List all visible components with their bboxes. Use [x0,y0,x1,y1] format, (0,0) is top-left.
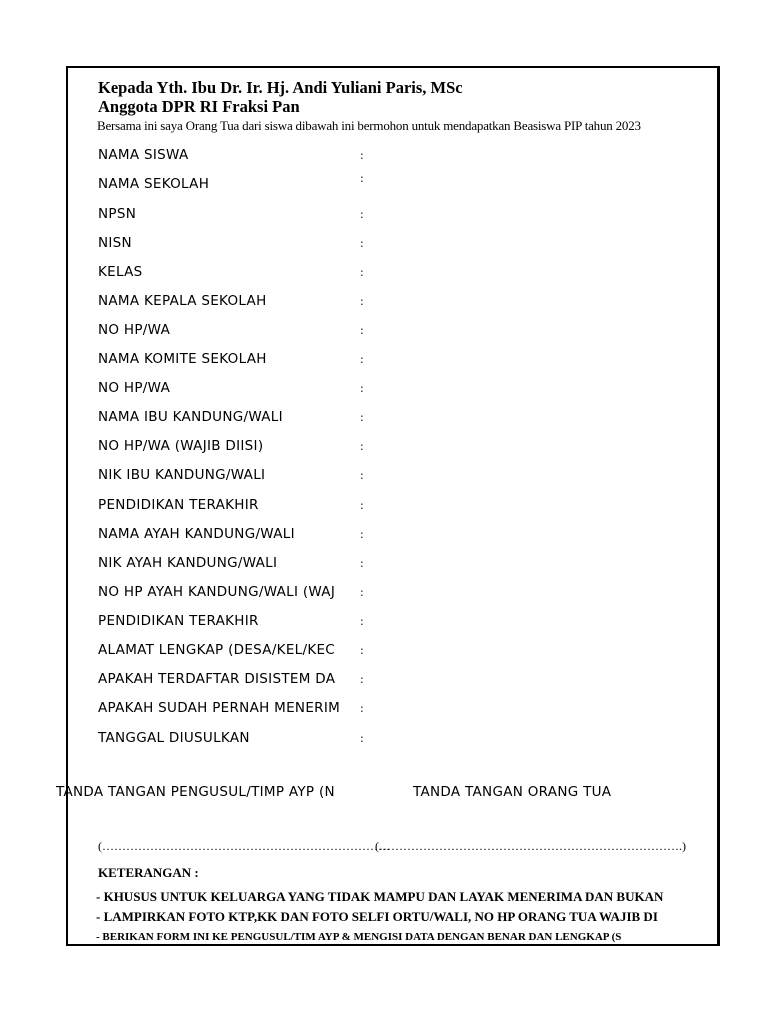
field-colon: : [360,411,364,424]
signature-line-pengusul: (……………………………………………………………… [98,839,390,853]
field-colon: : [360,172,364,185]
field-colon: : [360,237,364,250]
field-label-nama-ayah: NAMA AYAH KANDUNG/WALI [98,526,295,542]
field-label-nama-komite-sekolah: NAMA KOMITE SEKOLAH [98,351,267,367]
field-colon: : [360,673,364,686]
field-colon: : [360,353,364,366]
note-item: - BERIKAN FORM INI KE PENGUSUL/TIM AYP & MENGISI DATA DENGAN BENAR DAN LENGKAP (S [96,931,622,943]
field-label-nama-sekolah: NAMA SEKOLAH [98,176,210,192]
field-colon: : [360,528,364,541]
field-colon: : [360,499,364,512]
field-label-nama-kepala-sekolah: NAMA KEPALA SEKOLAH [98,293,267,309]
field-colon: : [360,295,364,308]
signature-label-pengusul: TANDA TANGAN PENGUSUL/TIMP AYP (N [56,784,335,800]
signature-line-orang-tua: (………………………………………………………………….) [375,839,686,853]
field-colon: : [360,557,364,570]
field-label-pernah-menerima: APAKAH SUDAH PERNAH MENERIM [98,700,341,716]
intro-text: Bersama ini saya Orang Tua dari siswa dibawah ini bermohon untuk mendapatkan Beasiswa PIP tahun 2023 [97,118,641,133]
field-colon: : [360,382,364,395]
field-label-pendidikan-ibu: PENDIDIKAN TERAKHIR [98,497,259,513]
field-colon: : [360,644,364,657]
field-label-npsn: NPSN [98,206,137,222]
field-colon: : [360,586,364,599]
field-colon: : [360,208,364,221]
field-label-nama-siswa: NAMA SISWA [98,147,189,163]
note-item: - LAMPIRKAN FOTO KTP,KK DAN FOTO SELFI ORTU/WALI, NO HP ORANG TUA WAJIB DI [96,909,658,924]
field-label-no-hp-ibu: NO HP/WA (WAJIB DIISI) [98,438,264,454]
field-colon: : [360,440,364,453]
field-colon: : [360,266,364,279]
field-label-terdaftar: APAKAH TERDAFTAR DISISTEM DA [98,671,336,687]
field-label-no-hp-komite: NO HP/WA [98,380,171,396]
field-label-tanggal: TANGGAL DIUSULKAN [98,730,250,746]
field-label-nik-ibu: NIK IBU KANDUNG/WALI [98,467,266,483]
note-item: - KHUSUS UNTUK KELUARGA YANG TIDAK MAMPU DAN LAYAK MENERIMA DAN BUKAN [96,889,664,904]
field-label-nik-ayah: NIK AYAH KANDUNG/WALI [98,555,278,571]
field-label-kelas: KELAS [98,264,143,280]
notes-title: KETERANGAN : [98,865,199,880]
field-colon: : [360,615,364,628]
field-colon: : [360,324,364,337]
field-colon: : [360,469,364,482]
field-label-alamat: ALAMAT LENGKAP (DESA/KEL/KEC [98,642,336,658]
field-label-pendidikan-ayah: PENDIDIKAN TERAKHIR [98,613,259,629]
field-colon: : [360,732,364,745]
field-colon: : [360,149,364,162]
signature-label-orang-tua: TANDA TANGAN ORANG TUA [413,784,612,800]
recipient-title: Anggota DPR RI Fraksi Pan [98,97,300,116]
field-label-nisn: NISN [98,235,132,251]
recipient-line: Kepada Yth. Ibu Dr. Ir. Hj. Andi Yuliani Paris, MSc [98,78,463,97]
field-label-no-hp-ayah: NO HP AYAH KANDUNG/WALI (WAJ [98,584,336,600]
field-colon: : [360,702,364,715]
field-label-no-hp-kepala: NO HP/WA [98,322,171,338]
field-label-nama-ibu: NAMA IBU KANDUNG/WALI [98,409,283,425]
